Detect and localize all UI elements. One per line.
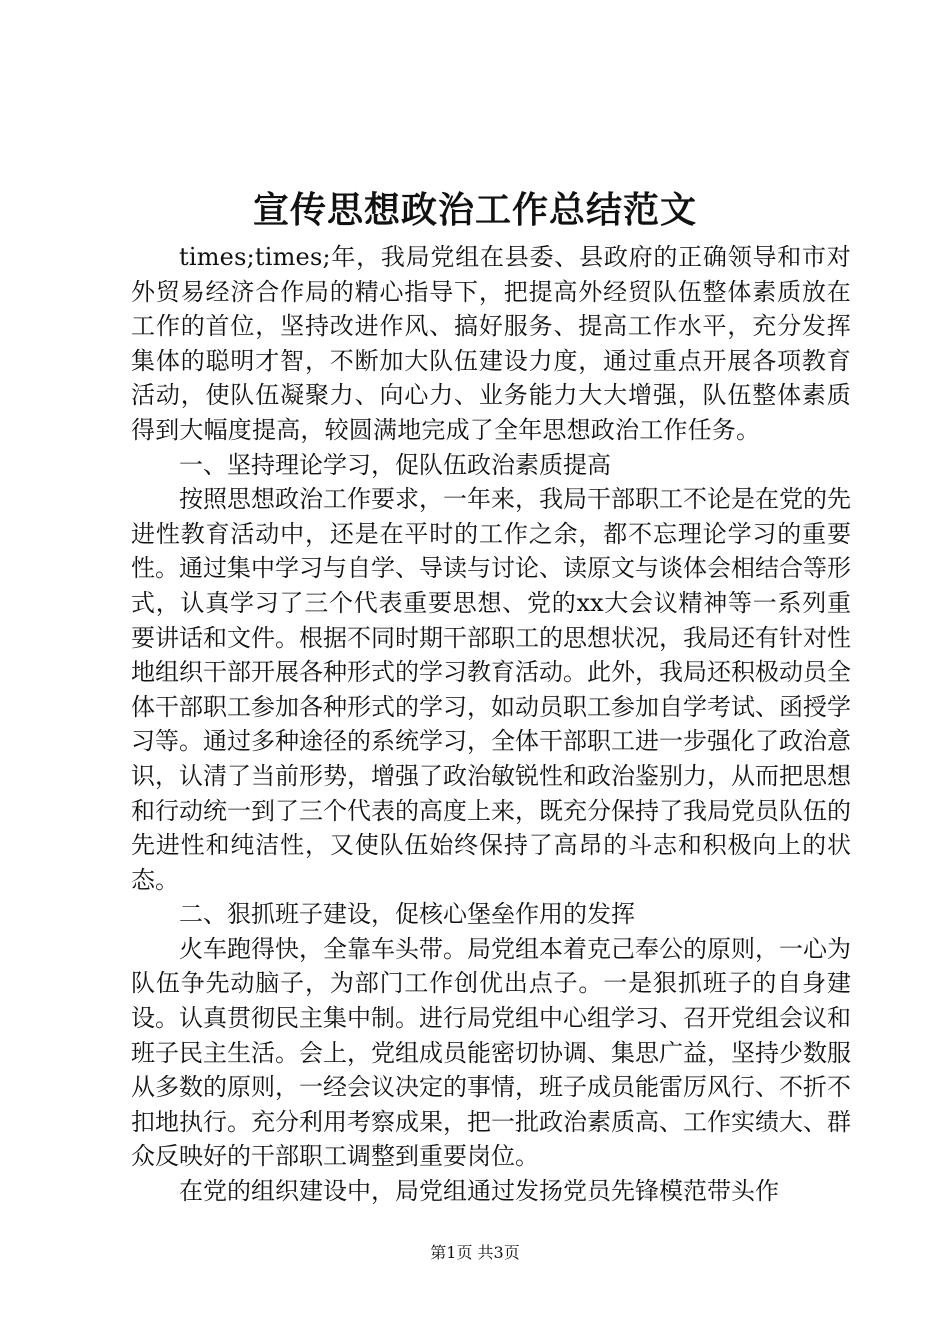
section-heading-2: 二、狠抓班子建设，促核心堡垒作用的发挥 xyxy=(179,900,635,929)
section-heading-1: 一、坚持理论学习，促队伍政治素质提高 xyxy=(179,450,611,479)
section-1-paragraph: 按照思想政治工作要求，一年来，我局干部职工不论是在党的先进性教育活动中，还是在平时的工作之余，都不忘理论学习的重要性。通过集中学习与自学、导读与讨论、读原文与谈体会相结合等形式，认真学习了三个代表重要思想、党的xx大会议精神等一系列重要讲话和文件。根据不同时期干部职工的思想状况，我局还有针对性地组织干部开展各种形式的学习教育活动。此外，我局还积极动员全体干部职工参加各种形式的学习，如动员职工参加自学考试、函授学习等。通过多种途径的系统学习，全体干部职工进一步强化了政治意识，认清了当前形势，增强了政治敏锐性和政治鉴别力，从而把思想和行动统一到了三个代表的高度上来，既充分保持了我局党员队伍的先进性和纯洁性，又使队伍始终保持了高昂的斗志和积极向上的状态。 xyxy=(131,485,851,894)
section-2-paragraph: 火车跑得快，全靠车头带。局党组本着克己奉公的原则，一心为队伍争先动脑子，为部门工作创优出点子。一是狠抓班子的自身建设。认真贯彻民主集中制。进行局党组中心组学习、召开党组会议和班子民主生活。会上，党组成员能密切协调、集思广益，坚持少数服从多数的原则，一经会议决定的事情，班子成员能雷厉风行、不折不扣地执行。充分利用考察成果，把一批政治素质高、工作实绩大、群众反映好的干部职工调整到重要岗位。 xyxy=(131,934,851,1171)
section-2-paragraph-continued: 在党的组织建设中，局党组通过发扬党员先锋模范带头作 xyxy=(179,1177,779,1206)
intro-paragraph: times;times;年，我局党组在县委、县政府的正确领导和市对外贸易经济合作局的精心指导下，把提高外经贸队伍整体素质放在工作的首位，坚持改进作风、搞好服务、提高工作水平，充分发挥集体的聪明才智，不断加大队伍建设力度，通过重点开展各项教育活动，使队伍凝聚力、向心力、业务能力大大增强，队伍整体素质得到大幅度提高，较圆满地完成了全年思想政治工作任务。 xyxy=(131,243,851,444)
page-footer: 第1页 共3页 xyxy=(430,1243,520,1262)
page-title: 宣传思想政治工作总结范文 xyxy=(252,189,697,231)
document-body xyxy=(131,240,851,1209)
